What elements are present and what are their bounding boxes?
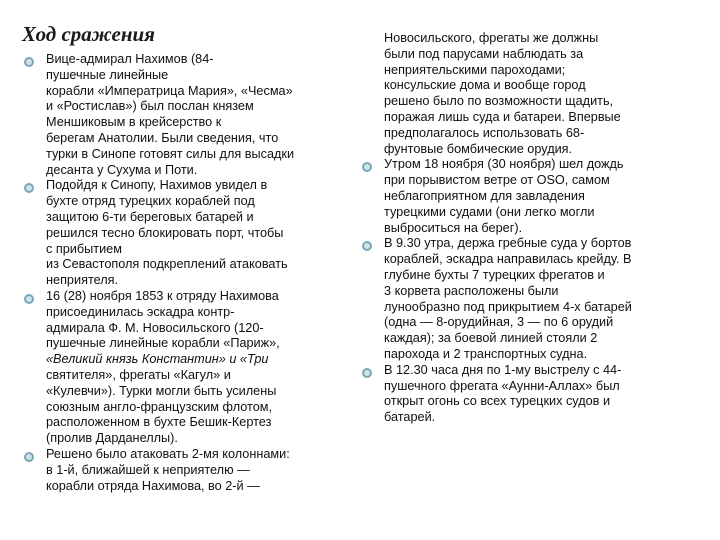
text-line: В 12.30 часа дня по 1-му выстрелу с 44- — [384, 362, 622, 377]
text-line: неприятельскими пароходами; — [384, 62, 566, 77]
text-line: Решено было атаковать 2-мя колоннами: — [46, 446, 290, 461]
text-line: фунтовые бомбические орудия. — [384, 141, 573, 156]
text-line: турецкими судами (они легко могли — [384, 204, 595, 219]
paragraph-opening-fire — [362, 363, 712, 426]
text-line: защитою 6-ти береговых батарей и — [46, 209, 254, 224]
text-line: предполагалось использовать 68- — [384, 125, 585, 140]
text-line: десанта у Сухума и Поти. — [46, 162, 198, 177]
text-line: берегам Анатолии. Были сведения, что — [46, 130, 279, 145]
text-line: неблагоприятном для завладения — [384, 188, 585, 203]
text-line: турки в Синопе готовят силы для высадки — [46, 146, 295, 161]
text-line: Меншиковым в крейсерство к — [46, 115, 222, 130]
text-line: и «Ростислав») был послан князем — [46, 99, 254, 114]
bullet-icon — [362, 368, 372, 378]
text-line: в 1-й, ближайшей к неприятелю — — [46, 462, 250, 477]
slide-title: Ход сражения — [22, 22, 155, 46]
text-line: решился тесно блокировать порт, чтобы — [46, 225, 284, 240]
text-line: пушечные линейные — [46, 67, 169, 82]
text-line: открыт огонь со всех турецких судов и — [384, 394, 611, 409]
paragraph-sinop-blockade — [24, 178, 369, 289]
bullet-icon — [24, 183, 34, 193]
text-line: пушечные линейные корабли «Париж», — [46, 336, 280, 351]
text-line: корабли отряда Нахимова, во 2-й — — [46, 478, 260, 493]
text-line: (пролив Дарданеллы). — [46, 431, 178, 446]
bullet-icon — [362, 241, 372, 251]
text-line: расположенном в бухте Бешик-Кертез — [46, 415, 272, 430]
right-text-column — [362, 31, 712, 426]
text-line: из Севастополя подкреплений атаковать — [46, 257, 288, 272]
bullet-icon — [24, 57, 34, 67]
paragraph-attack-plan — [24, 447, 369, 494]
bullet-icon — [362, 162, 372, 172]
text-line: адмирала Ф. М. Новосильского (120- — [46, 320, 264, 335]
paragraph-squadron-approach — [362, 236, 712, 362]
bullet-icon — [24, 294, 34, 304]
text-line: «Кулевчи»). Турки могли быть усилены — [46, 383, 277, 398]
text-line: пушечного фрегата «Аунни-Аллах» был — [384, 378, 620, 393]
text-line: парохода и 2 транспортных судна. — [384, 346, 588, 361]
text-line: 16 (28) ноября 1853 к отряду Нахимова — [46, 288, 279, 303]
text-line: с прибытием — [46, 241, 122, 256]
text-line: каждая); за боевой линией стояли 2 — [384, 331, 598, 346]
paragraph-reinforcements — [24, 289, 369, 447]
text-line: 3 корвета расположены были — [384, 283, 559, 298]
paragraph-nakhimov-cruise — [24, 52, 369, 178]
text-line: консульские дома и вообще город — [384, 78, 586, 93]
bullet-icon — [24, 452, 34, 462]
left-text-column — [24, 52, 369, 494]
text-line: решено было по возможности щадить, — [384, 94, 614, 109]
text-line: батарей. — [384, 410, 436, 425]
text-line: святителя», фрегаты «Кагул» и — [46, 367, 231, 382]
paragraph-morning-weather — [362, 157, 712, 236]
text-line: Новосильского, фрегаты же должны — [384, 31, 599, 45]
text-line: корабли «Императрица Мария», «Чесма» — [46, 83, 293, 98]
text-line: при порывистом ветре от OSO, самом — [384, 173, 610, 188]
text-line: выброситься на берег). — [384, 220, 523, 235]
text-line: бухте отряд турецких кораблей под — [46, 194, 255, 209]
text-line: кораблей, эскадра направилась крейду. В — [384, 252, 632, 267]
text-line: присоединилась эскадра контр- — [46, 304, 235, 319]
paragraph-attack-plan-continued — [362, 31, 712, 157]
text-line: были под парусами наблюдать за — [384, 46, 584, 61]
text-line: «Великий князь Константин» и «Три — [46, 352, 269, 367]
text-line: неприятеля. — [46, 273, 119, 288]
text-line: глубине бухты 7 турецких фрегатов и — [384, 267, 605, 282]
text-line: Вице-адмирал Нахимов (84- — [46, 52, 214, 66]
text-line: В 9.30 утра, держа гребные суда у бортов — [384, 236, 632, 251]
text-line: Подойдя к Синопу, Нахимов увидел в — [46, 178, 268, 193]
text-line: Утром 18 ноября (30 ноября) шел дождь — [384, 157, 624, 172]
text-line: союзным англо-французским флотом, — [46, 399, 273, 414]
text-line: лунообразно под прикрытием 4-х батарей — [384, 299, 632, 314]
text-line: поражая лишь суда и батареи. Впервые — [384, 109, 621, 124]
text-line: (одна — 8-орудийная, 3 — по 6 орудий — [384, 315, 614, 330]
